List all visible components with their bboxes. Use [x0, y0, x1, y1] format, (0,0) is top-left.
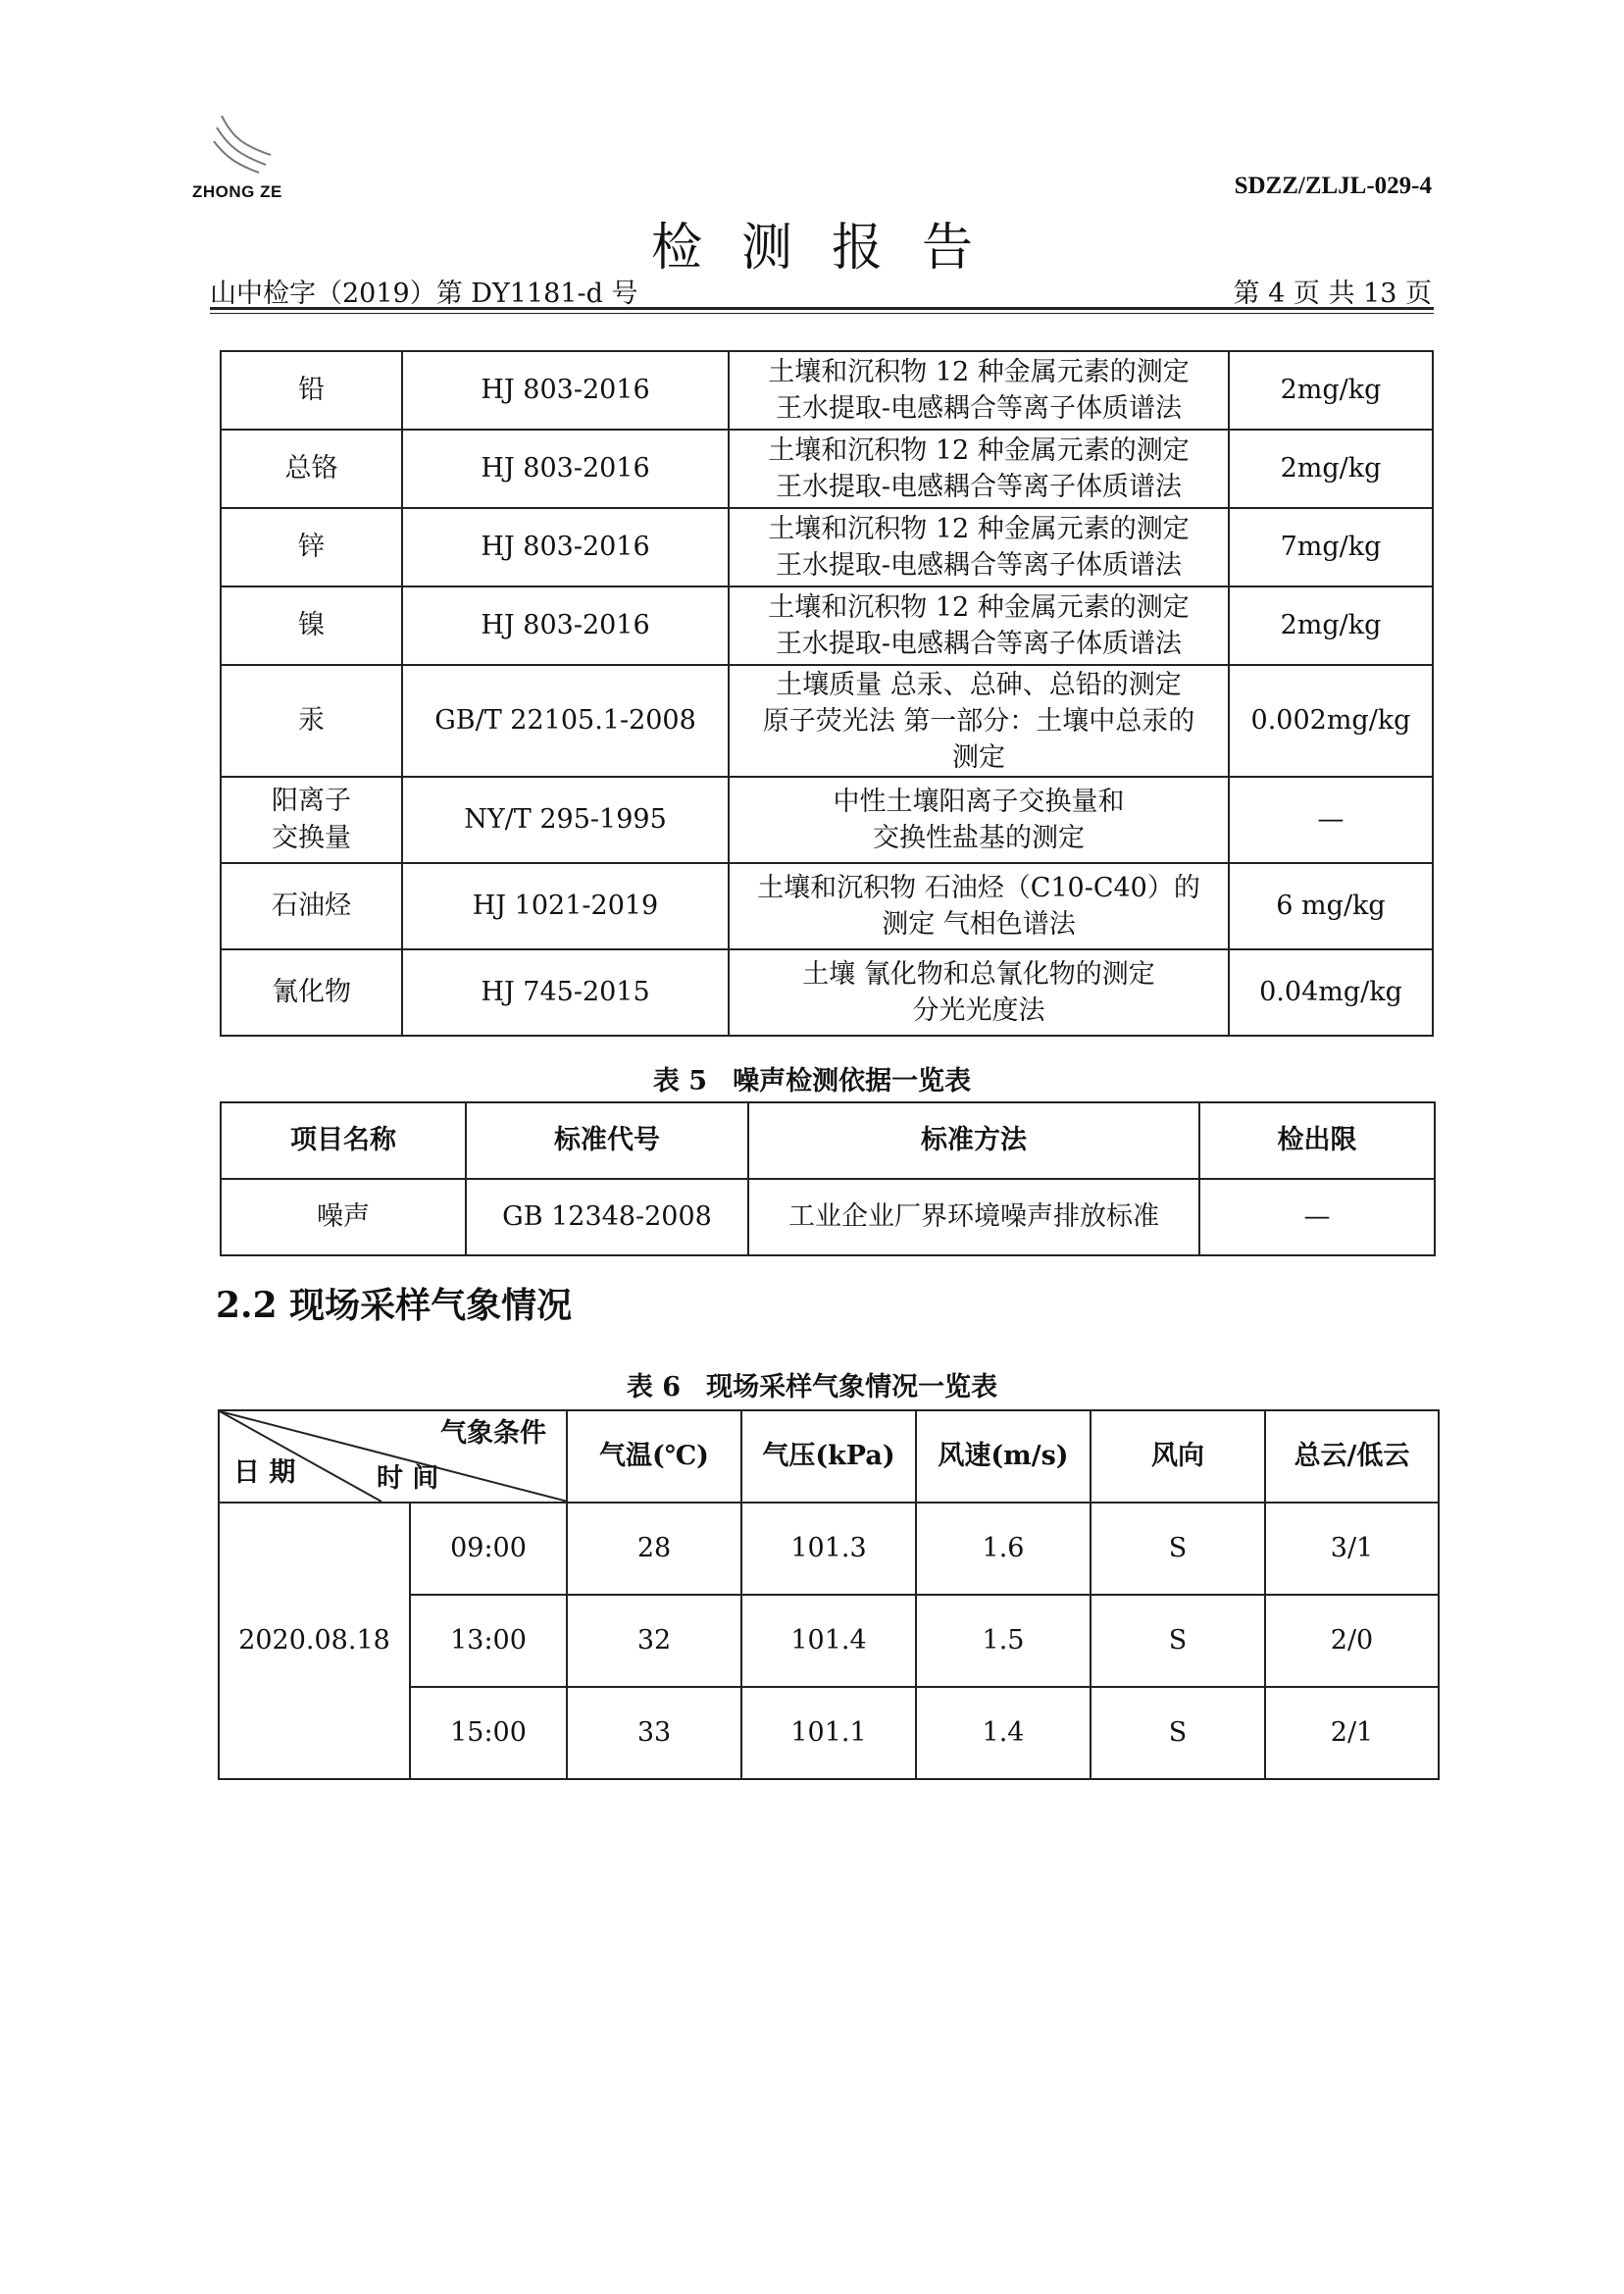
header-wind-speed: 风速(m/s): [916, 1410, 1091, 1503]
cell-item: [221, 949, 402, 1036]
cell-method-line-2: 交换性盐基的测定: [873, 823, 1085, 853]
cell-method-line-1: 土壤和沉积物 12 种金属元素的测定: [768, 514, 1190, 544]
table-row: [221, 1179, 1435, 1255]
cell-item-text: 氰化物: [272, 977, 351, 1007]
cell-code: NY/T 295-1995: [402, 777, 729, 863]
cell-wind-speed: 1.6: [916, 1503, 1091, 1595]
cell-item: 噪声: [221, 1179, 466, 1255]
cell-date: 2020.08.18: [219, 1503, 410, 1779]
cell-item: [221, 508, 402, 586]
header-cloud: 总云/低云: [1265, 1410, 1439, 1503]
cell-limit: 2mg/kg: [1229, 586, 1433, 665]
cell-item-text: 镍: [298, 610, 325, 640]
cell-method: [729, 430, 1229, 508]
table-row: [221, 351, 1433, 430]
cell-method-line-1: 中性土壤阳离子交换量和: [833, 787, 1125, 817]
cell-method-line-2: 原子荧光法 第一部分：土壤中总汞的: [762, 705, 1195, 737]
cell-item-text: 石油烃: [272, 891, 351, 921]
cell-item: [221, 863, 402, 949]
cell-limit: 7mg/kg: [1229, 508, 1433, 586]
header-detection-limit: 检出限: [1199, 1102, 1435, 1179]
header-temperature: 气温(℃): [567, 1410, 741, 1503]
cell-method: [729, 508, 1229, 586]
cell-item: [221, 351, 402, 430]
cell-item-text: 汞: [298, 705, 325, 736]
cell-item: [221, 665, 402, 777]
table-header-row: [221, 1102, 1435, 1179]
logo-text: ZHONG ZE: [192, 182, 282, 201]
cell-code: HJ 803-2016: [402, 351, 729, 430]
cell-item-text: 锌: [298, 532, 325, 562]
cell-method: [729, 586, 1229, 665]
table-row: [219, 1503, 1439, 1595]
cell-wind-dir: S: [1091, 1503, 1265, 1595]
cell-time: 09:00: [410, 1503, 567, 1595]
table6-caption-text: 现场采样气象情况一览表: [706, 1372, 998, 1402]
header-pressure: 气压(kPa): [741, 1410, 916, 1503]
table-row: [221, 508, 1433, 586]
cell-pressure: 101.4: [741, 1595, 916, 1687]
cell-limit: 2mg/kg: [1229, 351, 1433, 430]
cell-item-text: 总铬: [284, 453, 338, 484]
cell-code: HJ 1021-2019: [402, 863, 729, 949]
table-row: [221, 430, 1433, 508]
cell-code: HJ 803-2016: [402, 430, 729, 508]
cell-method: [729, 665, 1229, 777]
diag-label-date: 日 期: [233, 1457, 296, 1488]
report-number: 山中检字（2019）第 DY1181-d 号: [210, 279, 638, 309]
header-standard-method: 标准方法: [748, 1102, 1199, 1179]
cell-temp: 28: [567, 1503, 741, 1595]
cell-method-line-2: 分光光度法: [912, 995, 1045, 1026]
cell-item: [221, 586, 402, 665]
table6-caption: [0, 1365, 1624, 1403]
cell-limit: —: [1229, 777, 1433, 863]
cell-limit: 6 mg/kg: [1229, 863, 1433, 949]
cell-temp: 32: [567, 1595, 741, 1687]
header-rule: [210, 307, 1434, 310]
cell-method-line-1: 土壤和沉积物 12 种金属元素的测定: [768, 435, 1190, 466]
cell-code: HJ 745-2015: [402, 949, 729, 1036]
table-row: [221, 586, 1433, 665]
table-header-row: [219, 1410, 1439, 1503]
cell-code: GB 12348-2008: [466, 1179, 748, 1255]
cell-method-line-2: 王水提取-电感耦合等离子体质谱法: [775, 629, 1183, 659]
cell-method: [729, 351, 1229, 430]
cell-item: [221, 430, 402, 508]
cell-time: 13:00: [410, 1595, 567, 1687]
cell-item-text: 阳离子: [272, 786, 351, 816]
weather-table: [218, 1409, 1440, 1780]
header-item-name: 项目名称: [221, 1102, 466, 1179]
cell-method: [729, 863, 1229, 949]
cell-method-line-1: 土壤和沉积物 石油烃（C10-C40）的: [757, 873, 1200, 903]
logo-mark-icon: [192, 106, 300, 184]
table-row: [221, 863, 1433, 949]
cell-wind-dir: S: [1091, 1595, 1265, 1687]
cell-item: [221, 777, 402, 863]
diag-label-time: 时 间: [377, 1463, 439, 1494]
noise-method-table: [220, 1101, 1436, 1256]
cell-wind-dir: S: [1091, 1687, 1265, 1779]
soil-method-table: [220, 350, 1434, 1037]
cell-limit: 0.002mg/kg: [1229, 665, 1433, 777]
cell-limit: 0.04mg/kg: [1229, 949, 1433, 1036]
table5-caption: [0, 1059, 1624, 1097]
table6-caption-number: 表 6: [626, 1372, 682, 1402]
cell-method-line-1: 土壤质量 总汞、总砷、总铅的测定: [776, 669, 1182, 700]
cell-wind-speed: 1.4: [916, 1687, 1091, 1779]
cell-method: 工业企业厂界环境噪声排放标准: [748, 1179, 1199, 1255]
cell-wind-speed: 1.5: [916, 1595, 1091, 1687]
table-row: [221, 949, 1433, 1036]
cell-method-line-2: 王水提取-电感耦合等离子体质谱法: [775, 393, 1183, 424]
cell-method-line-2: 王水提取-电感耦合等离子体质谱法: [775, 472, 1183, 502]
diagonal-header-cell: [219, 1410, 567, 1503]
section-title: 2.2 现场采样气象情况: [216, 1285, 573, 1326]
cell-pressure: 101.3: [741, 1503, 916, 1595]
cell-method-line-1: 土壤 氰化物和总氰化物的测定: [802, 959, 1155, 990]
cell-cloud: 2/1: [1265, 1687, 1439, 1779]
cell-method-line-3: 测定: [952, 741, 1005, 773]
cell-item-text: 铅: [298, 375, 325, 405]
cell-method: [729, 777, 1229, 863]
page-title: 检测报告: [650, 219, 1012, 278]
cell-limit: 2mg/kg: [1229, 430, 1433, 508]
cell-time: 15:00: [410, 1687, 567, 1779]
cell-method-line-1: 土壤和沉积物 12 种金属元素的测定: [768, 592, 1190, 623]
cell-method-line-2: 王水提取-电感耦合等离子体质谱法: [775, 550, 1183, 581]
cell-limit: —: [1199, 1179, 1435, 1255]
page-number: 第 4 页 共 13 页: [1233, 279, 1432, 309]
cell-code: HJ 803-2016: [402, 586, 729, 665]
cell-code: GB/T 22105.1-2008: [402, 665, 729, 777]
header-wind-direction: 风向: [1091, 1410, 1265, 1503]
table5-caption-text: 噪声检测依据一览表: [733, 1066, 972, 1096]
cell-temp: 33: [567, 1687, 741, 1779]
diag-label-conditions: 气象条件: [440, 1418, 546, 1449]
table-row: [221, 777, 1433, 863]
document-code: SDZZ/ZLJL-029-4: [1234, 173, 1432, 199]
cell-method: [729, 949, 1229, 1036]
cell-code: HJ 803-2016: [402, 508, 729, 586]
cell-pressure: 101.1: [741, 1687, 916, 1779]
cell-method-line-2: 测定 气相色谱法: [882, 909, 1076, 940]
cell-cloud: 2/0: [1265, 1595, 1439, 1687]
cell-method-line-1: 土壤和沉积物 12 种金属元素的测定: [768, 357, 1190, 387]
header-rule-thin: [210, 313, 1434, 314]
cell-item-text-line2: 交换量: [272, 823, 351, 853]
table5-caption-number: 表 5: [652, 1066, 708, 1096]
table-row: [221, 665, 1433, 777]
cell-cloud: 3/1: [1265, 1503, 1439, 1595]
header-standard-code: 标准代号: [466, 1102, 748, 1179]
